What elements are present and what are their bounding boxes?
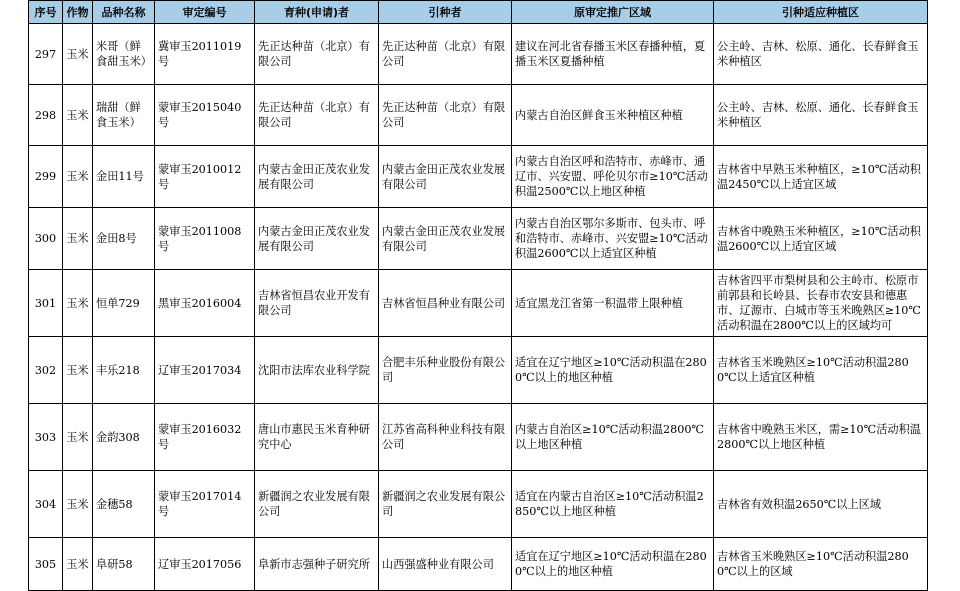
cell-breeder: 阜新市志强种子研究所 bbox=[255, 538, 379, 591]
table-row bbox=[29, 337, 928, 404]
cell-introducer: 新疆润之农业发展有限公司 bbox=[379, 471, 512, 538]
cell-cert: 蒙审玉2010012号 bbox=[155, 146, 255, 208]
cell-introducer: 吉林省恒昌种业有限公司 bbox=[379, 270, 512, 337]
cell-no: 302 bbox=[29, 337, 63, 404]
cell-breeder: 吉林省恒昌农业开发有限公司 bbox=[255, 270, 379, 337]
cell-cert: 辽审玉2017056 bbox=[155, 538, 255, 591]
cell-breeder: 新疆润之农业发展有限公司 bbox=[255, 471, 379, 538]
cell-breeder: 唐山市惠民玉米育种研究中心 bbox=[255, 404, 379, 471]
table-row bbox=[29, 146, 928, 208]
cell-orig-region: 内蒙古自治区鄂尔多斯市、包头市、呼和浩特市、赤峰市、兴安盟≥10℃活动积温2600℃以上适宜区种植 bbox=[512, 208, 714, 270]
cell-crop: 玉米 bbox=[63, 471, 93, 538]
cell-crop: 玉米 bbox=[63, 85, 93, 146]
cell-no: 300 bbox=[29, 208, 63, 270]
cell-adapt-region: 吉林省四平市梨树县和公主岭市、松原市前郭县和长岭县、长春市农安县和德惠市、辽源市、白城市等玉米晚熟区≥10℃活动积温在2800℃以上的区域均可 bbox=[714, 270, 928, 337]
cell-orig-region: 适宜黑龙江省第一积温带上限种植 bbox=[512, 270, 714, 337]
cell-variety: 金田11号 bbox=[93, 146, 155, 208]
header-introducer: 引种者 bbox=[379, 1, 512, 24]
header-crop: 作物 bbox=[63, 1, 93, 24]
header-cert: 审定编号 bbox=[155, 1, 255, 24]
cell-adapt-region: 吉林省中晚熟玉米种植区，≥10℃活动积温2600℃以上适宜区域 bbox=[714, 208, 928, 270]
cell-breeder: 内蒙古金田正茂农业发展有限公司 bbox=[255, 208, 379, 270]
cell-crop: 玉米 bbox=[63, 337, 93, 404]
cell-crop: 玉米 bbox=[63, 24, 93, 85]
cell-no: 303 bbox=[29, 404, 63, 471]
cell-no: 298 bbox=[29, 85, 63, 146]
cell-adapt-region: 公主岭、吉林、松原、通化、长春鲜食玉米种植区 bbox=[714, 85, 928, 146]
cell-no: 305 bbox=[29, 538, 63, 591]
cell-orig-region: 建议在河北省春播玉米区春播种植，夏播玉米区夏播种植 bbox=[512, 24, 714, 85]
cell-variety: 金田8号 bbox=[93, 208, 155, 270]
table-row bbox=[29, 471, 928, 538]
header-breeder: 育种(申请)者 bbox=[255, 1, 379, 24]
cell-orig-region: 适宜在辽宁地区≥10℃活动积温在2800℃以上的地区种植 bbox=[512, 337, 714, 404]
cell-orig-region: 内蒙古自治区鲜食玉米种植区种植 bbox=[512, 85, 714, 146]
cell-breeder: 先正达种苗（北京）有限公司 bbox=[255, 24, 379, 85]
cell-adapt-region: 吉林省有效积温2650℃以上区域 bbox=[714, 471, 928, 538]
cell-cert: 蒙审玉2015040号 bbox=[155, 85, 255, 146]
table-row bbox=[29, 85, 928, 146]
cell-variety: 瑞甜（鲜食玉米） bbox=[93, 85, 155, 146]
table-row bbox=[29, 208, 928, 270]
cell-crop: 玉米 bbox=[63, 146, 93, 208]
cell-crop: 玉米 bbox=[63, 404, 93, 471]
cell-variety: 阜研58 bbox=[93, 538, 155, 591]
cell-orig-region: 适宜在辽宁地区≥10℃活动积温在2800℃以上的地区种植 bbox=[512, 538, 714, 591]
cell-introducer: 先正达种苗（北京）有限公司 bbox=[379, 85, 512, 146]
cell-cert: 蒙审玉2017014号 bbox=[155, 471, 255, 538]
cell-cert: 冀审玉2011019号 bbox=[155, 24, 255, 85]
cell-introducer: 内蒙古金田正茂农业发展有限公司 bbox=[379, 208, 512, 270]
cell-introducer: 内蒙古金田正茂农业发展有限公司 bbox=[379, 146, 512, 208]
cell-breeder: 先正达种苗（北京）有限公司 bbox=[255, 85, 379, 146]
header-variety: 品种名称 bbox=[93, 1, 155, 24]
table-header-row bbox=[29, 1, 928, 24]
table-row bbox=[29, 24, 928, 85]
cell-breeder: 沈阳市法库农业科学院 bbox=[255, 337, 379, 404]
cell-orig-region: 内蒙古自治区呼和浩特市、赤峰市、通辽市、兴安盟、呼伦贝尔市≥10℃活动积温2500℃以上地区种植 bbox=[512, 146, 714, 208]
cell-cert: 蒙审玉2011008号 bbox=[155, 208, 255, 270]
cell-introducer: 先正达种苗（北京）有限公司 bbox=[379, 24, 512, 85]
cell-introducer: 山西强盛种业有限公司 bbox=[379, 538, 512, 591]
cell-adapt-region: 吉林省玉米晚熟区≥10℃活动积温2800℃以上适宜区种植 bbox=[714, 337, 928, 404]
cell-adapt-region: 吉林省中晚熟玉米区，需≥10℃活动积温2800℃以上地区种植 bbox=[714, 404, 928, 471]
cell-crop: 玉米 bbox=[63, 538, 93, 591]
header-adapt-region: 引种适应种植区 bbox=[714, 1, 928, 24]
cell-no: 299 bbox=[29, 146, 63, 208]
cell-variety: 米哥（鲜食甜玉米） bbox=[93, 24, 155, 85]
cell-no: 301 bbox=[29, 270, 63, 337]
cell-crop: 玉米 bbox=[63, 208, 93, 270]
cell-cert: 黑审玉2016004 bbox=[155, 270, 255, 337]
cell-cert: 蒙审玉2016032号 bbox=[155, 404, 255, 471]
cell-introducer: 江苏省高科种业科技有限公司 bbox=[379, 404, 512, 471]
cell-variety: 恒单729 bbox=[93, 270, 155, 337]
cell-crop: 玉米 bbox=[63, 270, 93, 337]
cell-breeder: 内蒙古金田正茂农业发展有限公司 bbox=[255, 146, 379, 208]
cell-orig-region: 内蒙古自治区≥10℃活动积温2800℃以上地区种植 bbox=[512, 404, 714, 471]
cell-no: 304 bbox=[29, 471, 63, 538]
cell-orig-region: 适宜在内蒙古自治区≥10℃活动积温2850℃以上地区种植 bbox=[512, 471, 714, 538]
cell-adapt-region: 公主岭、吉林、松原、通化、长春鲜食玉米种植区 bbox=[714, 24, 928, 85]
table-row bbox=[29, 404, 928, 471]
cell-adapt-region: 吉林省玉米晚熟区≥10℃活动积温2800℃以上的区域 bbox=[714, 538, 928, 591]
cell-variety: 丰乐218 bbox=[93, 337, 155, 404]
cell-variety: 金穗58 bbox=[93, 471, 155, 538]
cell-cert: 辽审玉2017034 bbox=[155, 337, 255, 404]
cell-no: 297 bbox=[29, 24, 63, 85]
cell-adapt-region: 吉林省中早熟玉米种植区，≥10℃活动积温2450℃以上适宜区域 bbox=[714, 146, 928, 208]
cell-introducer: 合肥丰乐种业股份有限公司 bbox=[379, 337, 512, 404]
variety-table bbox=[28, 0, 928, 591]
table-row bbox=[29, 270, 928, 337]
header-no: 序号 bbox=[29, 1, 63, 24]
cell-variety: 金韵308 bbox=[93, 404, 155, 471]
header-orig-region: 原审定推广区域 bbox=[512, 1, 714, 24]
